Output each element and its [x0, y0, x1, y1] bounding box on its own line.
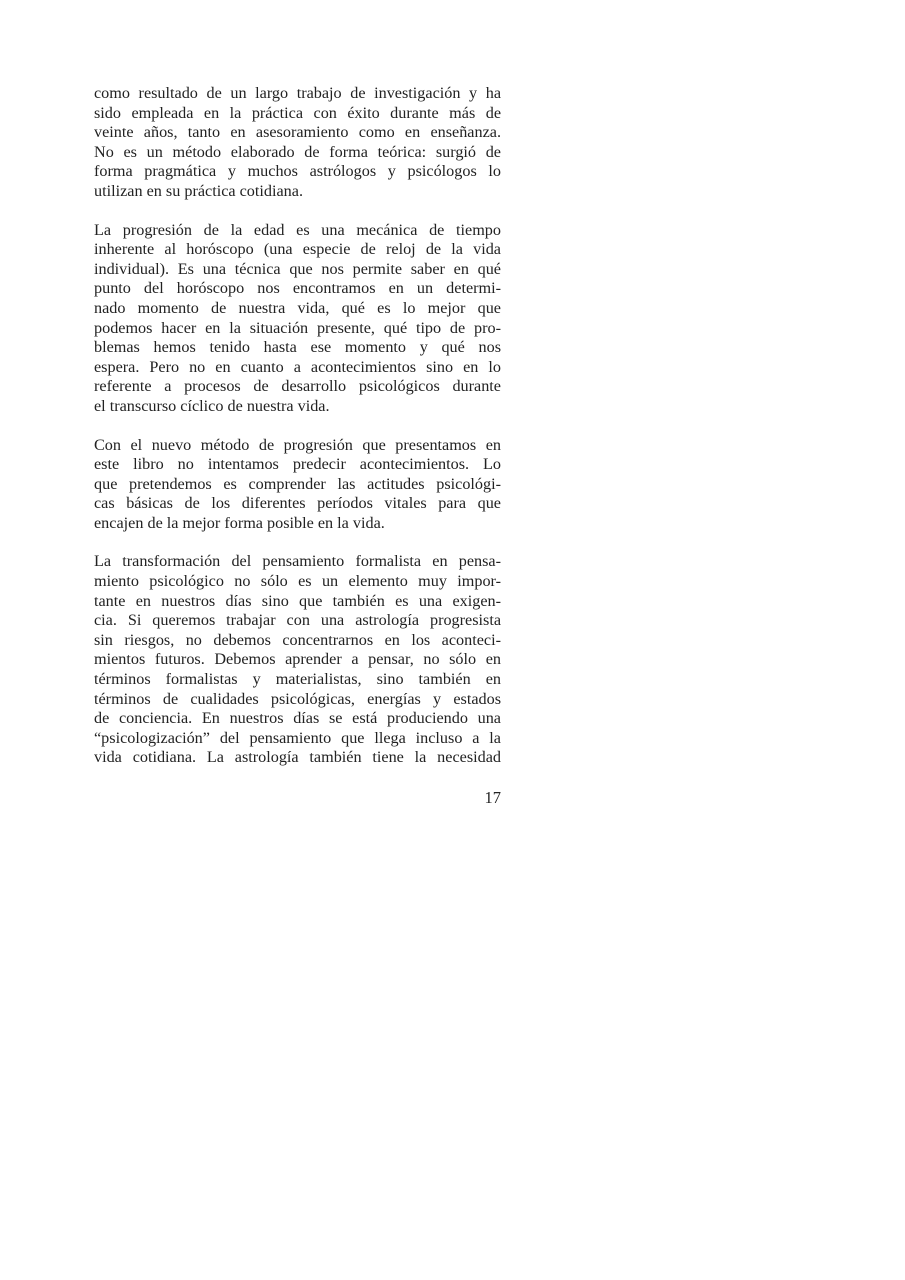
text-line: referente a procesos de desarrollo psicológicos durante [94, 377, 501, 396]
text-line: “psicologización” del pensamiento que llega incluso a la [94, 728, 501, 747]
text-line: que pretendemos es comprender las actitudes psicológi- [94, 474, 501, 493]
text-line: forma pragmática y muchos astrólogos y psicólogos lo [94, 162, 501, 181]
text-line: veinte años, tanto en asesoramiento como en enseñanza. [94, 123, 501, 142]
text-line: No es un método elaborado de forma teórica: surgió de [94, 142, 501, 161]
text-line: espera. Pero no en cuanto a acontecimientos sino en lo [94, 357, 501, 376]
text-line: sido empleada en la práctica con éxito durante más de [94, 103, 501, 122]
text-line: mientos futuros. Debemos aprender a pensar, no sólo en [94, 650, 501, 669]
text-line: La transformación del pensamiento formalista en pensa- [94, 552, 501, 571]
page-body [94, 84, 501, 787]
text-line: individual). Es una técnica que nos permite saber en qué [94, 259, 501, 278]
text-line: La progresión de la edad es una mecánica de tiempo [94, 220, 501, 239]
text-line: blemas hemos tenido hasta ese momento y qué nos [94, 338, 501, 357]
page-number: 17 [484, 788, 501, 807]
text-line: Con el nuevo método de progresión que presentamos en [94, 435, 501, 454]
text-line: este libro no intentamos predecir acontecimientos. Lo [94, 455, 501, 474]
text-line: como resultado de un largo trabajo de investigación y ha [94, 84, 501, 102]
paragraph-2 [94, 221, 501, 417]
text-line: miento psicológico no sólo es un elemento muy impor- [94, 572, 501, 591]
paragraph-1 [94, 84, 501, 202]
text-line: términos formalistas y materialistas, sino también en [94, 670, 501, 689]
text-line: encajen de la mejor forma posible en la vida. [94, 513, 385, 532]
text-line: vida cotidiana. La astrología también tiene la necesidad [94, 748, 501, 767]
text-line: tante en nuestros días sino que también es una exigen- [94, 591, 501, 610]
text-line: punto del horóscopo nos encontramos en un determi- [94, 279, 501, 298]
text-line: el transcurso cíclico de nuestra vida. [94, 396, 330, 415]
text-line: inherente al horóscopo (una especie de reloj de la vida [94, 240, 501, 259]
paragraph-3 [94, 436, 501, 534]
text-line: de conciencia. En nuestros días se está produciendo una [94, 709, 501, 728]
text-line: términos de cualidades psicológicas, energías y estados [94, 689, 501, 708]
text-line: podemos hacer en la situación presente, qué tipo de pro- [94, 318, 501, 337]
text-line: nado momento de nuestra vida, qué es lo mejor que [94, 298, 501, 317]
text-line: sin riesgos, no debemos concentrarnos en los aconteci- [94, 630, 501, 649]
text-line: cia. Si queremos trabajar con una astrología progresista [94, 611, 501, 630]
paragraph-4 [94, 552, 501, 768]
text-line: utilizan en su práctica cotidiana. [94, 181, 303, 200]
text-line: cas básicas de los diferentes períodos vitales para que [94, 494, 501, 513]
